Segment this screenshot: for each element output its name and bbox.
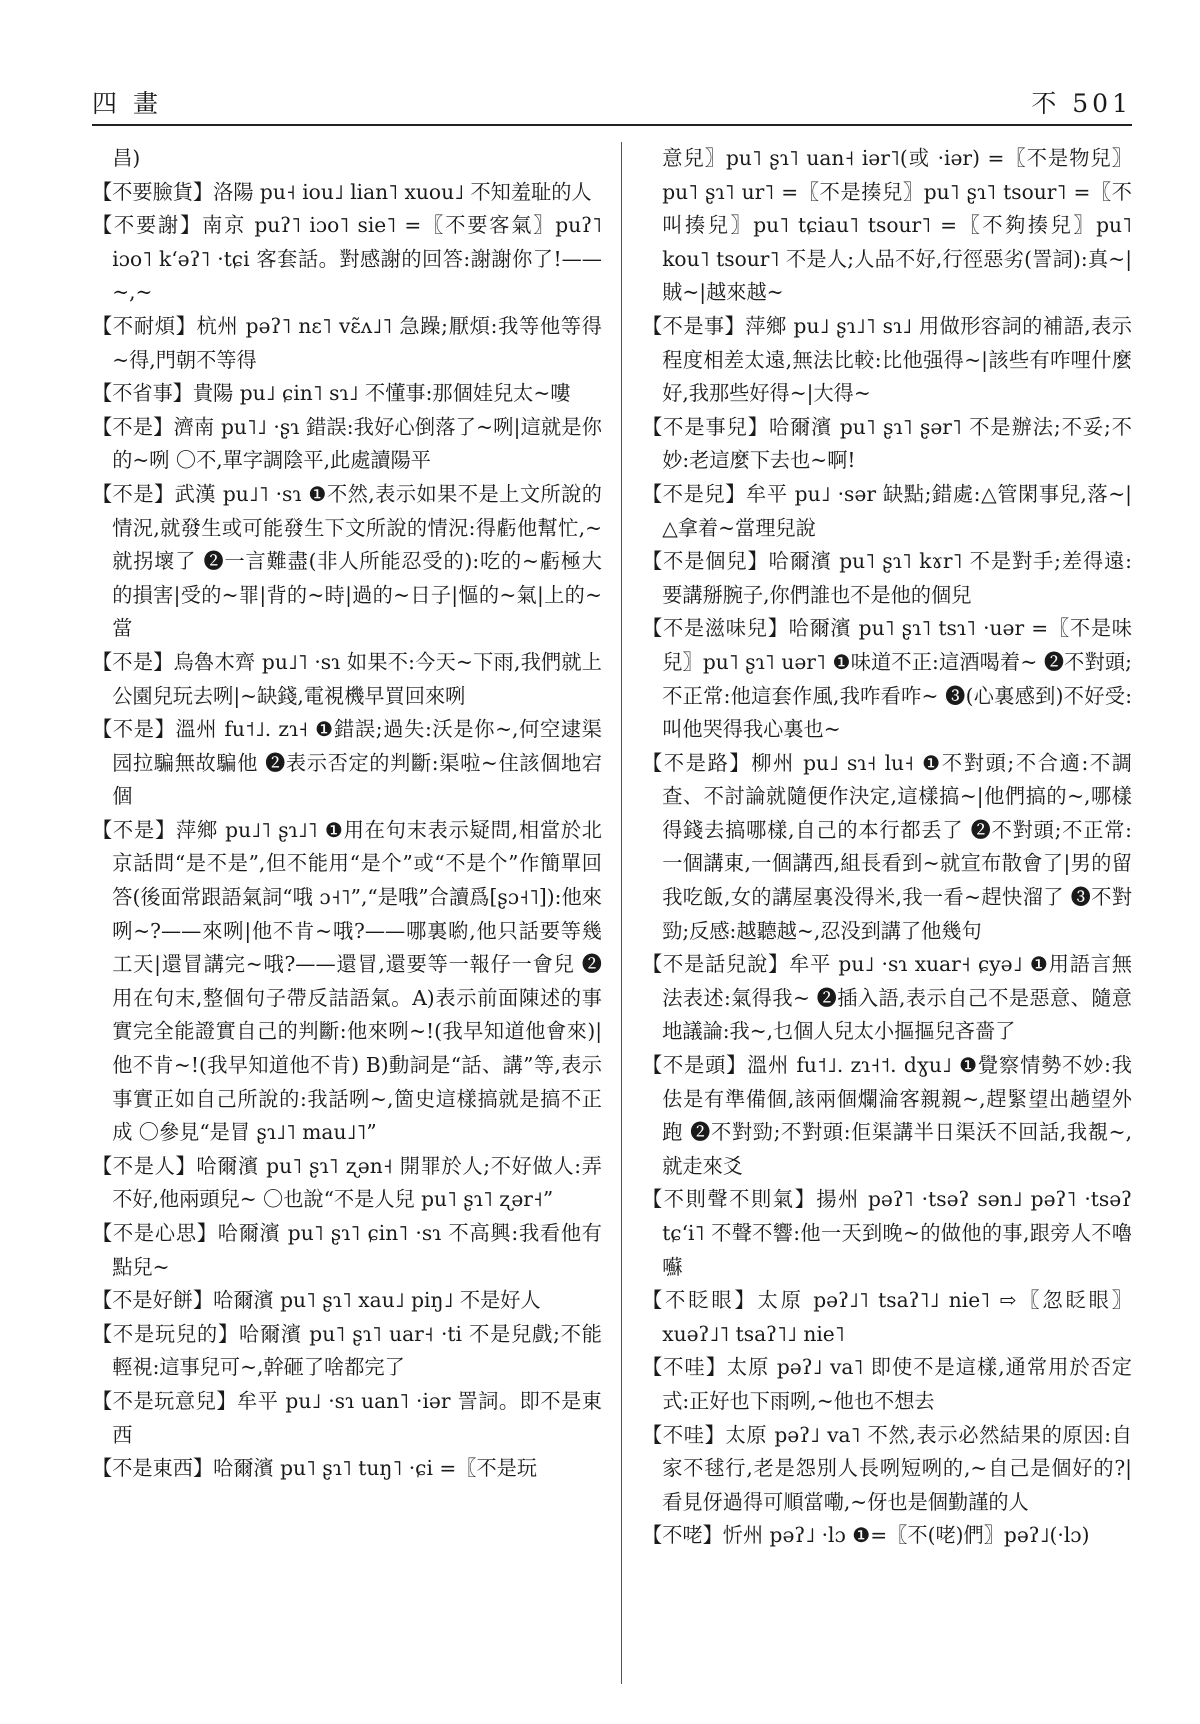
dictionary-entry: 【不眨眼】太原 pəʔ˩˥ tsaʔ˥˩ nie˥ ⇨〖忽眨眼〗xuəʔ˩˥ tsaʔ˥˩ nie˥ — [642, 1288, 1132, 1346]
page-header — [92, 82, 1132, 122]
page-number: 不 501 — [1031, 89, 1132, 118]
dictionary-entry: 【不省事】貴陽 pu˩ ɕin˥ sɿ˩ 不懂事:那個娃兒太~嘍 — [92, 381, 571, 406]
dictionary-entry: 【不耐煩】杭州 pəʔ˥ nɛ˥ vɛ̃ʌ˩˥ 急躁;厭煩:我等他等得~得,門朝不等得 — [92, 313, 602, 372]
dictionary-entry: 【不是頭】溫州 fu˦˩. zɿ˧˦. dɣu˩ ❶覺察情勢不妙:我佉是有準備個,該兩個爛淪客親親~,趕緊望出趟望外跑 ❷不對勁;不對頭:佢渠講半日渠沃不回話,我覩~,就走來爻 — [642, 1053, 1132, 1178]
dictionary-entry: 【不是人】哈爾濱 pu˥ ʂɿ˥ ʐən˧ 開罪於人;不好做人:弄不好,他兩頭兒~ 〇也說“不是人兒 pu˥ ʂɿ˥ ʐər˧” — [92, 1153, 602, 1212]
dictionary-entry: 【不是好餅】哈爾濱 pu˥ ʂɿ˥ xau˩ piŋ˩ 不是好人 — [92, 1288, 541, 1313]
dictionary-entry: 【不是】濟南 pu˥˩ ·ʂɿ 錯誤:我好心倒落了~咧|這就是你的~咧 〇不,單字調陰平,此處讀陽平 — [92, 414, 602, 473]
left-column — [92, 142, 602, 1694]
dictionary-entry: 【不是個兒】哈爾濱 pu˥ ʂɿ˥ kɤr˥ 不是對手;差得遠:要講掰腕子,你們誰也不是他的個兒 — [642, 549, 1132, 607]
dictionary-entry: 【不是心思】哈爾濱 pu˥ ʂɿ˥ ɕin˥ ·sɿ 不高興:我看他有點兒~ — [92, 1221, 602, 1279]
dictionary-entry: 昌) — [112, 146, 141, 170]
dictionary-entry: 【不是話兒說】牟平 pu˩ ·sɿ xuar˧ ɕyə˩ ❶用語言無法表述:氣得我~ ❷插入語,表示自己不是惡意、隨意地議論:我~,乜個人兒太小摳摳兒吝嗇了 — [642, 952, 1132, 1044]
dictionary-entry: 【不是】萍鄉 pu˩˥ ʂɿ˩˥ ❶用在句末表示疑問,相當於北京話問“是不是”,但不能用“是个”或“不是个”作簡單回答(後面常跟語氣詞“哦 ɔ˧˥”,“是哦”合讀爲[ʂɔ˧˥]):他來咧~?——來咧|他不肯~哦?——哪裏喲,他只話要等幾工天|還冒講完~哦?——還冒,還要等一報仔一會兒 ❷用在句末,整個句子帶反詰語氣。A)表示前面陳述的事實完全能證實自己的判斷:他來咧~!(我早知道他會來)|他不肯~!(我早知道他不肯) B)動詞是“話、講”等,表示事實正如自己所說的:我話咧~,箇史這樣搞就是搞不正成 〇參見“是冒 ʂɿ˩˥ mau˩˥” — [92, 817, 602, 1145]
dictionary-entry: 意兒〗pu˥ ʂɿ˥ uan˧ iər˥(或 ·iər) =〖不是物兒〗pu˥ ʂɿ˥ ur˥ =〖不是揍兒〗pu˥ ʂɿ˥ tsour˥ =〖不叫揍兒〗pu˥ tɕiau˥ tsour˥ =〖不夠揍兒〗pu˥ kou˥ tsour˥ 不是人;人品不好,行徑惡劣(詈詞):真~|賊~|越來越~ — [662, 146, 1132, 305]
dictionary-entry: 【不是玩兒的】哈爾濱 pu˥ ʂɿ˥ uar˧ ·ti 不是兒戲;不能輕視:這事兒可~,幹砸了啥都完了 — [92, 1321, 602, 1380]
dictionary-entry: 【不則聲不則氣】揚州 pəʔ˥ ·tsəʔ sən˩ pəʔ˥ ·tsəʔ tɕʻi˥ 不聲不響:他一天到晚~的做他的事,跟旁人不嚕囌 — [642, 1187, 1132, 1279]
dictionary-entry: 【不是】溫州 fu˦˩. zɿ˧ ❶錯誤;過失:沃是你~,何空逮渠园拉騙無故騙他 ❷表示否定的判斷:渠啦~住該個地宕個 — [92, 717, 602, 809]
right-column — [642, 142, 1132, 1694]
dictionary-entry: 【不哇】太原 pəʔ˩ va˥ 不然,表示必然結果的原因:自家不毬行,老是怨別人長咧短咧的,~自己是個好的?|看見伢過得可順當嘞,~伢也是個勤謹的人 — [642, 1422, 1132, 1514]
dictionary-entry: 【不是事】萍鄉 pu˩ ʂɿ˩˥ sɿ˩ 用做形容詞的補語,表示程度相差太遠,無法比較:比他强得~|該些有咋哩什麼好,我那些好得~|大得~ — [642, 313, 1132, 406]
dictionary-entry: 【不是兒】牟平 pu˩ ·sər 缺點;錯處:△管閑事兒,落~|△拿着~當理兒說 — [642, 481, 1132, 540]
header-rule — [92, 124, 1132, 126]
dictionary-entry: 【不是東西】哈爾濱 pu˥ ʂɿ˥ tuŋ˥ ·ɕi =〖不是玩 — [92, 1456, 538, 1481]
dictionary-entry: 【不是玩意兒】牟平 pu˩ ·sɿ uan˥ ·iər 詈詞。即不是東西 — [92, 1388, 602, 1447]
dictionary-entry: 【不要臉貨】洛陽 pu˧ iou˩ lian˥ xuou˩ 不知羞耻的人 — [92, 179, 592, 204]
dictionary-entry: 【不是事兒】哈爾濱 pu˥ ʂɿ˥ ʂər˥ 不是辦法;不妥;不妙:老這麼下去也~啊! — [642, 414, 1132, 473]
dictionary-entry: 【不要謝】南京 puʔ˥ iɔo˥ sie˥ =〖不要客氣〗puʔ˥ iɔo˥ kʻəʔ˥ ·tɕi 客套話。對感謝的回答:謝謝你了!——~,~ — [92, 213, 602, 305]
column-divider — [621, 142, 622, 1684]
dictionary-entry: 【不是】烏魯木齊 pu˩˥ ·sɿ 如果不:今天~下雨,我們就上公園兒玩去咧|~缺錢,電視機早買回來咧 — [92, 649, 602, 708]
section-title: 四 畫 — [92, 89, 162, 118]
dictionary-entry: 【不哇】太原 pəʔ˩ va˥ 即使不是這樣,通常用於否定式:正好也下雨咧,~他也不想去 — [642, 1355, 1132, 1413]
dictionary-entry: 【不是滋味兒】哈爾濱 pu˥ ʂɿ˥ tsɿ˥ ·uər =〖不是味兒〗pu˥ ʂɿ˥ uər˥ ❶味道不正:這酒喝着~ ❷不對頭;不正常:他這套作風,我咋看咋~ ❸(心裏感到)不好受:叫他哭得我心裏也~ — [642, 616, 1132, 742]
dictionary-entry: 【不是】武漢 pu˩˥ ·sɿ ❶不然,表示如果不是上文所說的情況,就發生或可能發生下文所說的情況:得虧他幫忙,~就拐壞了 ❷一言難盡(非人所能忍受的):吃的~虧極大的損害|受的~罪|背的~時|過的~日子|慪的~氣|上的~當 — [92, 481, 602, 641]
dictionary-entry: 【不咾】忻州 pəʔ˩ ·lɔ ❶=〖不(咾)們〗pəʔ˩(·lɔ) — [642, 1523, 1090, 1548]
dictionary-entry: 【不是路】柳州 pu˩ sɿ˧ lu˧ ❶不對頭;不合適:不調查、不討論就隨便作決定,這樣搞~|他們搞的~,哪樣得錢去搞哪樣,自己的本行都丢了 ❷不對頭;不正常:一個講東,一個講西,組長看到~就宣布散會了|男的留我吃飯,女的講屋裏没得米,我一看~趕快溜了 ❸不對勁;反感:越聽越~,忍没到講了他幾句 — [642, 750, 1132, 943]
